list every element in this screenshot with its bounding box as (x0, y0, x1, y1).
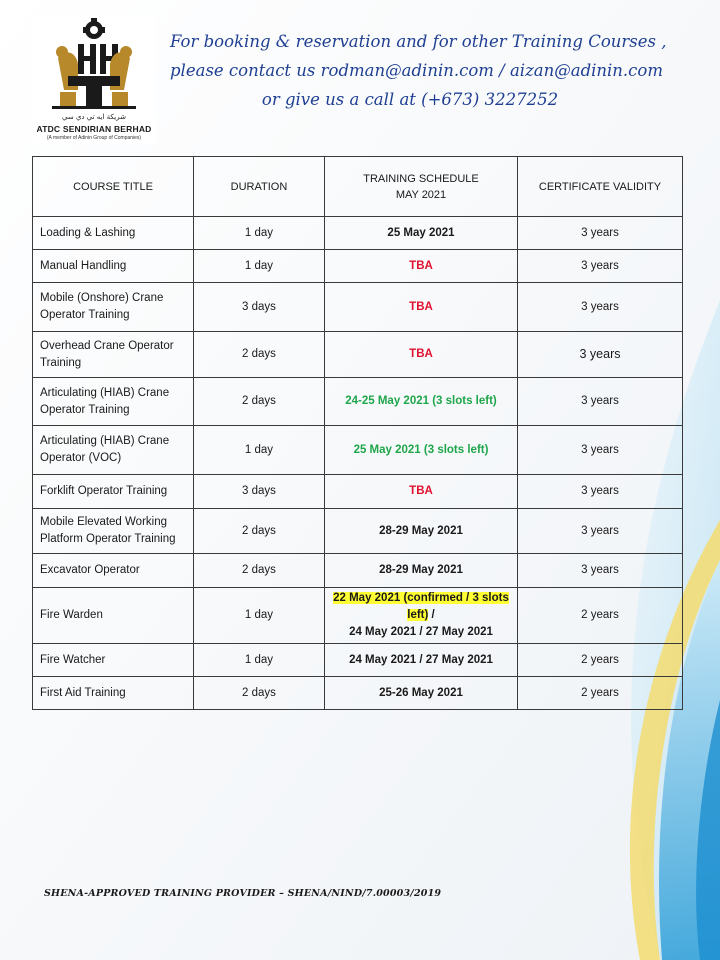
course-title-line-1: Overhead Crane Operator (40, 339, 174, 352)
course-title-line-1: Articulating (HIAB) Crane (40, 435, 170, 447)
company-logo (32, 16, 156, 144)
course-schedule: 25 May 2021 (3 slots left) (325, 426, 518, 475)
header-schedule-line-1: TRAINING SCHEDULE (363, 172, 479, 185)
logo-emblem-icon (38, 18, 150, 122)
table-row (33, 588, 683, 644)
table-row (33, 250, 683, 283)
course-validity: 3 years (518, 554, 683, 588)
course-title (33, 426, 194, 475)
course-title-line-1: Mobile (Onshore) Crane (40, 292, 164, 304)
course-title (33, 509, 194, 554)
table-row (33, 378, 683, 426)
course-validity: 3 years (518, 283, 683, 332)
course-duration: 2 days (194, 554, 325, 588)
logo-company-name: ATDC SENDIRIAN BERHAD (36, 124, 152, 134)
course-duration: 2 days (194, 509, 325, 554)
header-training-schedule (325, 157, 518, 217)
course-schedule: 28-29 May 2021 (325, 554, 518, 588)
header-certificate-validity: CERTIFICATE VALIDITY (518, 157, 683, 217)
course-validity: 3 years (518, 509, 683, 554)
course-schedule: 25 May 2021 (325, 217, 518, 250)
course-duration: 2 days (194, 677, 325, 710)
course-duration: 2 days (194, 378, 325, 426)
course-title (33, 332, 194, 378)
course-validity: 2 years (518, 677, 683, 710)
course-title-line-2: Training (40, 356, 82, 369)
table-row (33, 554, 683, 588)
contact-line-1: For booking & reservation and for other Training Courses , (170, 32, 667, 51)
course-validity: 2 years (518, 588, 683, 644)
course-validity: 3 years (518, 426, 683, 475)
schedule-highlight-line-2: left) (407, 609, 429, 621)
course-duration: 1 day (194, 426, 325, 475)
course-title-line-2: Operator Training (40, 403, 130, 416)
course-schedule: TBA (325, 475, 518, 509)
table-row (33, 677, 683, 710)
course-validity: 3 years (518, 250, 683, 283)
table-row (33, 426, 683, 475)
contact-info (170, 27, 667, 114)
course-schedule: 24-25 May 2021 (3 slots left) (325, 378, 518, 426)
table-row (33, 332, 683, 378)
course-title: First Aid Training (33, 677, 194, 710)
course-validity: 2 years (518, 644, 683, 677)
table-row (33, 217, 683, 250)
course-schedule: 28-29 May 2021 (325, 509, 518, 554)
table-row (33, 644, 683, 677)
schedule-line-3: 24 May 2021 / 27 May 2021 (349, 626, 493, 638)
course-duration: 1 day (194, 644, 325, 677)
schedule-highlight-line-1: 22 May 2021 (confirmed / 3 slots (333, 592, 509, 604)
logo-arabic-text: شريكة ايه تي دي سي (62, 113, 126, 121)
header-schedule-line-2: MAY 2021 (395, 188, 447, 201)
course-duration: 1 day (194, 250, 325, 283)
contact-line-2: please contact us rodman@adinin.com / aizan@adinin.com (170, 61, 664, 80)
course-validity: 3 years (518, 475, 683, 509)
course-title: Forklift Operator Training (33, 475, 194, 509)
contact-line-3: or give us a call at (+673) 3227252 (261, 90, 559, 109)
schedule-separator: / (428, 609, 435, 621)
course-schedule: 24 May 2021 / 27 May 2021 (325, 644, 518, 677)
course-schedule: TBA (325, 332, 518, 378)
course-duration: 1 day (194, 588, 325, 644)
course-validity: 3 years (518, 378, 683, 426)
header-duration: DURATION (194, 157, 325, 217)
logo-company-subtitle: (A member of Adinin Group of Companies) (46, 135, 142, 141)
course-validity: 3 years (518, 217, 683, 250)
course-title-line-1: Mobile Elevated Working (40, 516, 167, 528)
course-title: Excavator Operator (33, 554, 194, 588)
footer-approval-note: SHENA-APPROVED TRAINING PROVIDER – SHENA/NIND/7.00003/2019 (44, 888, 442, 899)
table-row (33, 475, 683, 509)
course-schedule: TBA (325, 250, 518, 283)
course-schedule: 25-26 May 2021 (325, 677, 518, 710)
course-title-line-2: Platform Operator Training (40, 533, 176, 545)
course-title: Manual Handling (33, 250, 194, 283)
training-schedule-table (32, 156, 683, 710)
table-row (33, 509, 683, 554)
course-schedule: TBA (325, 283, 518, 332)
course-title-line-2: Operator (VOC) (40, 452, 122, 464)
course-duration: 3 days (194, 475, 325, 509)
course-schedule (325, 588, 518, 644)
course-title-line-1: Articulating (HIAB) Crane (40, 386, 170, 399)
course-title: Fire Watcher (33, 644, 194, 677)
course-duration: 3 days (194, 283, 325, 332)
course-validity: 3 years (518, 332, 683, 378)
course-title: Fire Warden (33, 588, 194, 644)
course-title (33, 378, 194, 426)
course-duration: 2 days (194, 332, 325, 378)
course-title (33, 283, 194, 332)
header-course-title: COURSE TITLE (33, 157, 194, 217)
table-header-row (33, 157, 683, 217)
table-row (33, 283, 683, 332)
course-title: Loading & Lashing (33, 217, 194, 250)
course-title-line-2: Operator Training (40, 309, 130, 321)
course-duration: 1 day (194, 217, 325, 250)
